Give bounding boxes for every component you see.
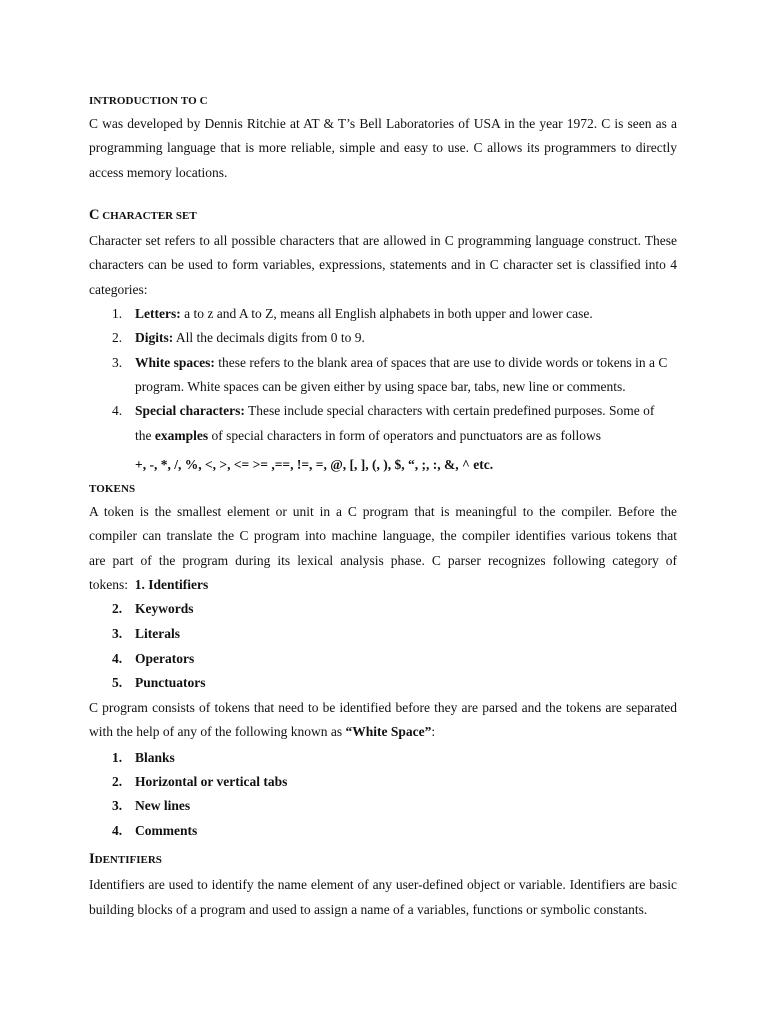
identifiers-heading-rest: DENTIFIERS [94, 854, 162, 866]
identifiers-line-1: Identifiers are used to identify the name element of any user-defined object or variable. Identifiers are basic [89, 877, 677, 892]
charset-heading [89, 207, 197, 224]
continuation-text: of special characters in form of operators and punctuators are as follows [208, 428, 601, 443]
list-number: 3. [112, 355, 123, 370]
whitespace-new-lines: New lines [135, 798, 191, 813]
tokens-prefix: tokens: [89, 577, 128, 592]
list-item-text: All the decimals digits from 0 to 9. [173, 330, 365, 345]
continuation-text: the [135, 428, 155, 443]
identifiers-heading [89, 851, 162, 868]
token-category-number: 2. [112, 601, 123, 616]
list-item-text: These include special characters with certain predefined purposes. Some of [244, 403, 655, 418]
tokens-line-3: are part of the program during its lexical analysis phase. C parser recognizes following category of [89, 553, 677, 568]
list-item-text: these refers to the blank area of spaces that are use to divide words or tokens in a C [214, 355, 668, 370]
token-category-punctuators: Punctuators [135, 675, 206, 690]
whitespace-blanks: Blanks [135, 750, 175, 765]
charset-line-1: Character set refers to all possible characters that are allowed in C programming language construct. These [89, 233, 677, 248]
charset-heading-initial: C [89, 207, 100, 223]
tokens-separation-line-1: C program consists of tokens that need to be identified before they are parsed and the tokens are separated [89, 700, 677, 715]
list-item-label: Special characters: [135, 403, 245, 418]
list-number: 4. [112, 403, 123, 418]
tokens-heading: TOKENS [89, 483, 136, 495]
list-number: 2. [112, 330, 123, 345]
whitespace-number: 2. [112, 774, 123, 789]
intro-line-3: access memory locations. [89, 165, 228, 180]
whitespace-number: 4. [112, 823, 123, 838]
separation-text: with the help of any of the following known as [89, 724, 346, 739]
token-category-number: 3. [112, 626, 123, 641]
tokens-separation-line-2 [89, 724, 435, 740]
token-category-keywords: Keywords [135, 601, 194, 616]
list-item-white-spaces [135, 355, 667, 371]
tokens-line-2: compiler can translate the C program into machine language, the compiler identifies various tokens that [89, 528, 677, 543]
tokens-line-4 [89, 577, 208, 593]
whitespace-number: 3. [112, 798, 123, 813]
intro-heading: INTRODUCTION TO C [89, 95, 208, 107]
tokens-line-1: A token is the smallest element or unit in a C program that is meaningful to the compiler. Before the [89, 504, 677, 519]
examples-emphasis: examples [154, 428, 209, 443]
charset-heading-rest: CHARACTER SET [102, 210, 197, 222]
white-space-emphasis: “White Space” [345, 724, 432, 739]
whitespace-number: 1. [112, 750, 123, 765]
token-category-operators: Operators [135, 651, 195, 666]
list-item-special-characters [135, 403, 654, 419]
token-category-number: 5. [112, 675, 123, 690]
list-item-label: White spaces: [135, 355, 215, 370]
special-characters-list: +, -, *, /, %, <, >, <= >= ,==, !=, =, @, [, ], (, ), $, “, ;, :, &, ^ etc. [135, 457, 494, 472]
list-item-digits [135, 330, 365, 346]
token-category-number: 4. [112, 651, 123, 666]
identifiers-line-2: building blocks of a program and used to assign a name of a variables, functions or symbolic constants. [89, 902, 648, 917]
list-item-continuation [135, 428, 601, 444]
intro-line-1: C was developed by Dennis Ritchie at AT & T’s Bell Laboratories of USA in the year 1972. C is seen as a [89, 116, 677, 131]
token-category-literals: Literals [135, 626, 180, 641]
identifiers-heading-initial: I [89, 851, 95, 867]
whitespace-comments: Comments [135, 823, 198, 838]
list-item-letters [135, 306, 593, 322]
charset-line-2: characters can be used to form variables, expressions, statements and in C character set is classified into 4 [89, 257, 677, 272]
list-item-continuation: program. White spaces can be given either by using space bar, tabs, new line or comments. [135, 379, 626, 394]
list-number: 1. [112, 306, 123, 321]
token-category-number: 1. [134, 577, 145, 592]
charset-line-3: categories: [89, 282, 148, 297]
list-item-label: Letters: [135, 306, 181, 321]
intro-line-2: programming language that is more reliable, simple and easy to use. C allows its programmers to directly [89, 140, 677, 155]
list-item-text: a to z and A to Z, means all English alphabets in both upper and lower case. [180, 306, 593, 321]
list-item-label: Digits: [135, 330, 174, 345]
separation-text: : [431, 724, 436, 739]
whitespace-tabs: Horizontal or vertical tabs [135, 774, 288, 789]
token-category-identifiers: Identifiers [148, 577, 209, 592]
